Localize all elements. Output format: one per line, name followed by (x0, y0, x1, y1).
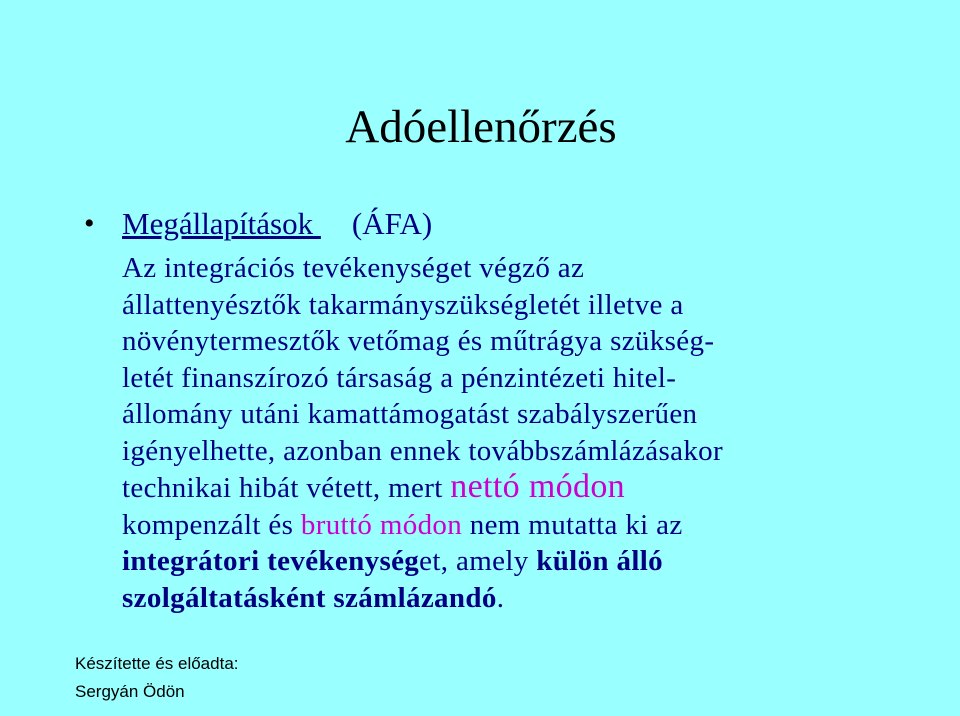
body-line-10 (122, 580, 902, 617)
body-line-8-text-c: nem mutatta ki az (462, 508, 683, 541)
body-line-7 (122, 469, 902, 507)
footer-line-1: Készítette és előadta: (75, 654, 239, 673)
slide-title-text: Adóellenőrzés (345, 101, 617, 153)
slide-title (0, 100, 960, 154)
heading-suffix: (ÁFA) (320, 206, 433, 241)
body-line-3: növénytermesztők vetőmag és műtrágya szükség- (122, 325, 715, 357)
body-line-4: letét finanszírozó társaság a pénzintézeti hitel- (122, 361, 677, 394)
bullet-icon: • (84, 207, 95, 240)
body-line-8 (122, 507, 902, 544)
bullet-heading (122, 206, 432, 242)
highlight-netto: nettó módon (450, 468, 626, 505)
body-line-8-text-a: kompenzált és (122, 508, 301, 541)
body-line-10-period: . (496, 581, 505, 614)
footer-credits (75, 650, 239, 706)
bold-integratori: integrátori tevékenység (122, 545, 420, 577)
bold-szamlazando: szolgáltatásként számlázandó (122, 581, 497, 614)
footer-line-2: Sergyán Ödön (75, 682, 185, 701)
body-line-9 (122, 543, 902, 580)
body-line-7-text: technikai hibát vétett, mert (122, 472, 451, 504)
body-paragraph (122, 250, 902, 616)
body-line-2: állattenyésztők takarmányszükségletét illetve a (122, 288, 684, 321)
body-line-9-text: et, amely (419, 545, 537, 577)
body-line-6: igényelhette, azonban ennek továbbszámlázásakor (122, 434, 724, 467)
highlight-brutto: bruttó módon (300, 508, 463, 541)
body-line-1: Az integrációs tevékenységet végző az (122, 252, 585, 284)
heading-underlined: Megállapítások (122, 206, 321, 241)
body-line-5: állomány utáni kamattámogatást szabályszerűen (122, 398, 698, 430)
bold-kulon-allo: külön álló (536, 545, 664, 577)
